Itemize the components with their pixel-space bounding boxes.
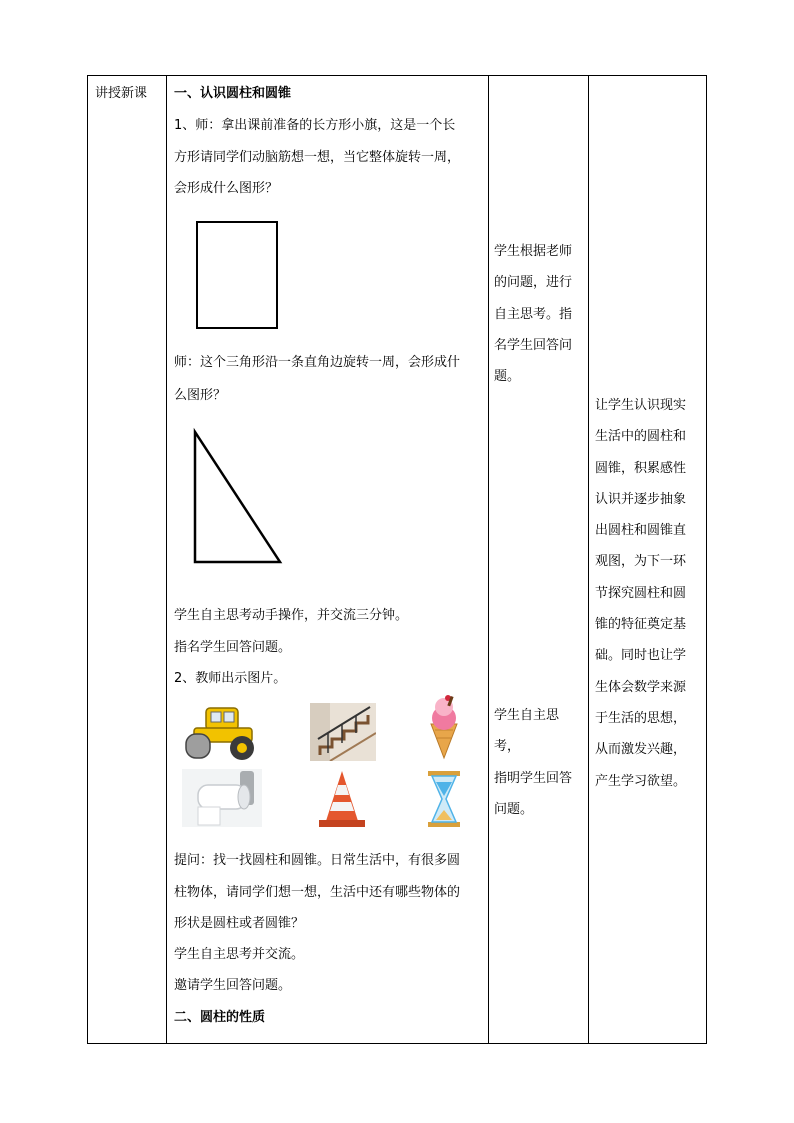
student-activity-cell	[488, 76, 588, 1043]
text-line: 形状是圆柱或者圆锥？	[174, 916, 305, 931]
text-line: 学生自主思考并交流。	[174, 947, 305, 962]
content-cell	[166, 76, 488, 1043]
right-triangle-figure	[188, 426, 288, 568]
stage-label: 讲授新课	[95, 86, 148, 101]
text-line: 指名学生回答问题。	[174, 640, 292, 655]
text-line: 学生自主思考动手操作，并交流三分钟。	[174, 608, 409, 623]
traffic-cone-icon	[316, 769, 368, 829]
section-heading: 二、圆柱的性质	[174, 1010, 266, 1025]
section-heading: 一、认识圆柱和圆锥	[174, 86, 292, 101]
rectangle-figure	[196, 221, 278, 329]
text-line: 会形成什么图形？	[174, 181, 279, 196]
staircase-icon	[310, 703, 376, 761]
text-line: 提问：找一找圆柱和圆锥。日常生活中，有很多圆	[174, 853, 461, 868]
road-roller-icon	[184, 704, 260, 762]
text-line: 邀请学生回答问题。	[174, 978, 292, 993]
student-activity-text: 学生根据老师 的问题，进行 自主思考。指 名学生回答问 题。	[494, 244, 573, 385]
toilet-paper-roll-icon	[182, 769, 262, 827]
lesson-table	[87, 75, 707, 1044]
hourglass-icon	[426, 770, 462, 828]
text-line: 方形请同学们动脑筋想一想，当它整体旋转一周，	[174, 150, 461, 165]
text-line: 柱物体，请同学们想一想，生活中还有哪些物体的	[174, 885, 461, 900]
design-intent-text: 让学生认识现实 生活中的圆柱和 圆锥，积累感性 认识并逐步抽象 出圆柱和圆锥直 观图，为下一环 节探究圆柱和圆 锥的特征奠定基 础。同时也让学 生体会数学来源 于生活的思想， 从而激发兴趣， 产生学习欲望。	[595, 398, 687, 789]
student-activity-text: 学生自主思考， 指明学生回答 问题。	[494, 708, 573, 817]
stage-cell	[88, 76, 166, 1043]
design-intent-cell	[588, 76, 707, 1043]
text-line: 师：这个三角形沿一条直角边旋转一周，会形成什	[174, 355, 461, 370]
text-line: 么图形？	[174, 388, 227, 403]
text-line: 1、师：拿出课前准备的长方形小旗，这是一个长	[174, 118, 456, 133]
ice-cream-cone-icon	[422, 694, 466, 760]
text-line: 2、教师出示图片。	[174, 671, 287, 686]
